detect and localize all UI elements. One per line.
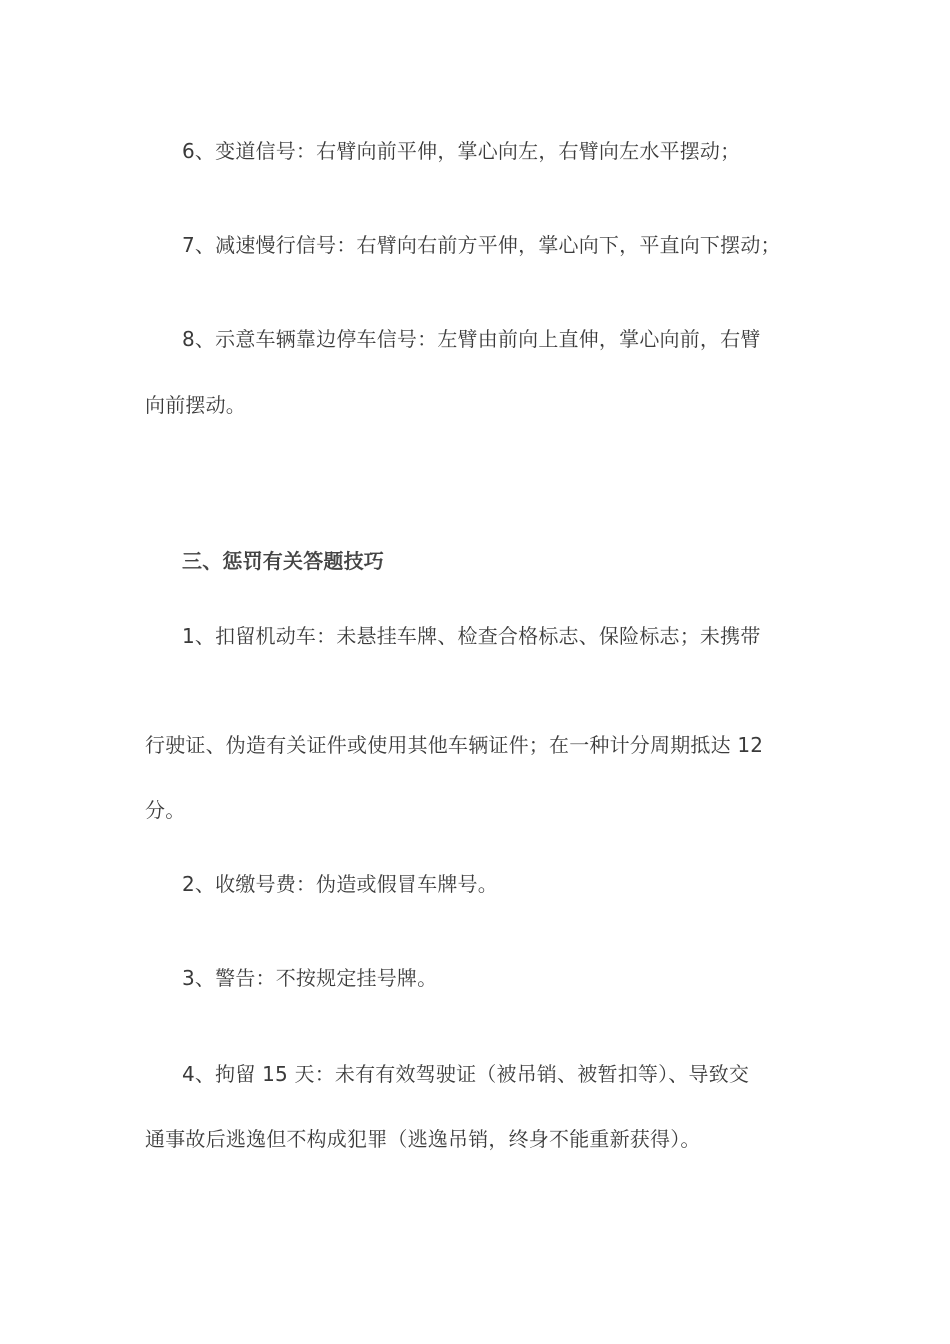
paragraph-line: 6、变道信号：右臂向前平伸，掌心向左，右臂向左水平摆动； <box>182 139 741 163</box>
paragraph-line: 4、拘留 15 天：未有有效驾驶证（被吊销、被暂扣等）、导致交 <box>182 1062 750 1086</box>
paragraph-line: 行驶证、伪造有关证件或使用其他车辆证件；在一种计分周期抵达 12 <box>145 733 764 757</box>
paragraph-line: 通事故后逃逸但不构成犯罪（逃逸吊销，终身不能重新获得）。 <box>145 1127 701 1151</box>
paragraph-line: 向前摆动。 <box>145 393 246 417</box>
paragraph-line: 7、减速慢行信号：右臂向右前方平伸，掌心向下，平直向下摆动； <box>182 233 781 257</box>
paragraph-line: 3、警告：不按规定挂号牌。 <box>182 966 438 990</box>
paragraph-line: 2、收缴号费：伪造或假冒车牌号。 <box>182 872 498 896</box>
paragraph-line: 1、扣留机动车：未悬挂车牌、检查合格标志、保险标志；未携带 <box>182 624 761 648</box>
section-heading: 三、惩罚有关答题技巧 <box>182 549 384 573</box>
paragraph-line: 8、示意车辆靠边停车信号：左臂由前向上直伸，掌心向前，右臂 <box>182 327 761 351</box>
paragraph-line: 分。 <box>145 798 186 822</box>
